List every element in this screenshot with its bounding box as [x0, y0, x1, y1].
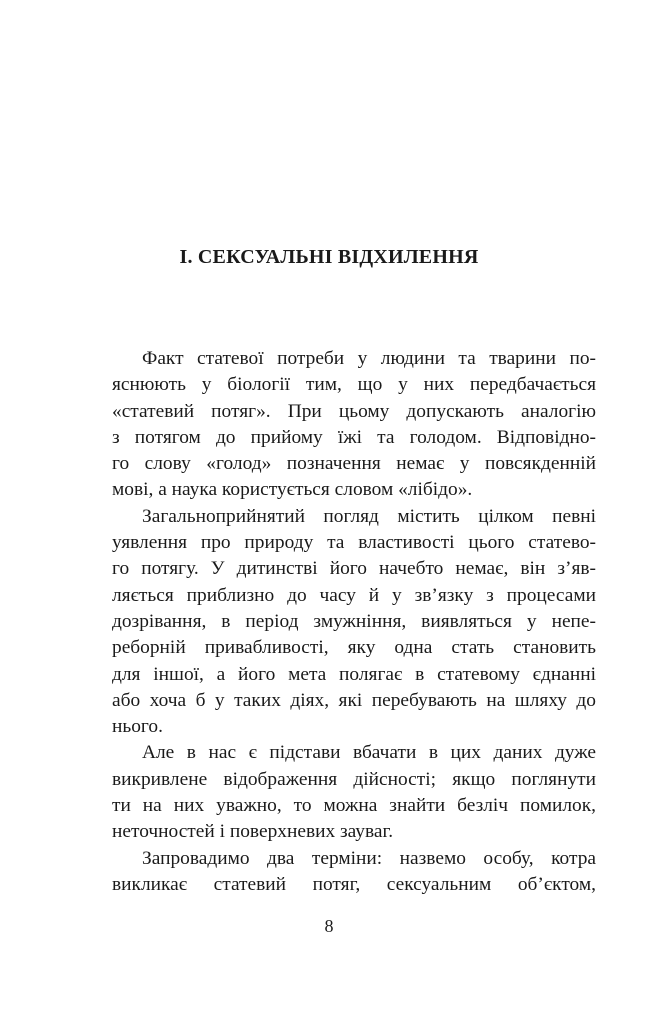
text-line: або хоча б у таких діях, які перебувають на шляху до — [112, 689, 596, 711]
text-line: ти на них уважно, то можна знайти безліч помилок, — [112, 795, 596, 817]
body-text — [112, 346, 596, 898]
paragraph-4 — [112, 846, 596, 899]
chapter-title: І. СЕКСУАЛЬНІ ВІДХИЛЕННЯ — [179, 246, 479, 268]
text-line: уявлення про природу та властивості цього статево- — [112, 532, 596, 554]
text-line: з потягом до прийому їжі та голодом. Відповідно- — [112, 426, 596, 448]
text-line: Загальноприйнятий погляд містить цілком певні — [142, 505, 596, 527]
text-line: ляється приблизно до часу й у зв’язку з процесами — [112, 584, 596, 606]
text-line: для іншої, а його мета полягає в статевому єднанні — [112, 663, 596, 685]
text-line: го потягу. У дитинстві його начебто немає, він з’яв- — [112, 558, 596, 580]
text-line: Але в нас є підстави вбачати в цих даних дуже — [142, 742, 596, 764]
text-line: яснюють у біології тим, що у них передбачається — [112, 374, 596, 396]
paragraph-2 — [112, 504, 596, 741]
page-number: 8 — [324, 916, 334, 936]
text-line: Запровадимо два терміни: назвемо особу, котра — [142, 847, 596, 869]
text-line: викликає статевий потяг, сексуальним об’єктом, — [112, 873, 596, 895]
text-line: неточностей і поверхневих зауваг. — [112, 821, 394, 843]
text-line: «статевий потяг». При цьому допускають аналогію — [112, 400, 596, 422]
text-line: реборній привабливості, яку одна стать становить — [112, 637, 596, 659]
text-line: нього. — [112, 716, 163, 738]
text-line: дозрівання, в період змужніння, виявляться у непе- — [112, 610, 596, 632]
text-line: Факт статевої потреби у людини та тварини по- — [142, 348, 596, 369]
text-line: го слову «голод» позначення немає у повсякденній — [112, 453, 596, 475]
paragraph-3 — [112, 740, 596, 845]
text-line: викривлене відображення дійсності; якщо поглянути — [112, 768, 596, 790]
paragraph-1 — [112, 346, 596, 504]
text-line: мові, а наука користується словом «лібідо». — [112, 479, 473, 501]
